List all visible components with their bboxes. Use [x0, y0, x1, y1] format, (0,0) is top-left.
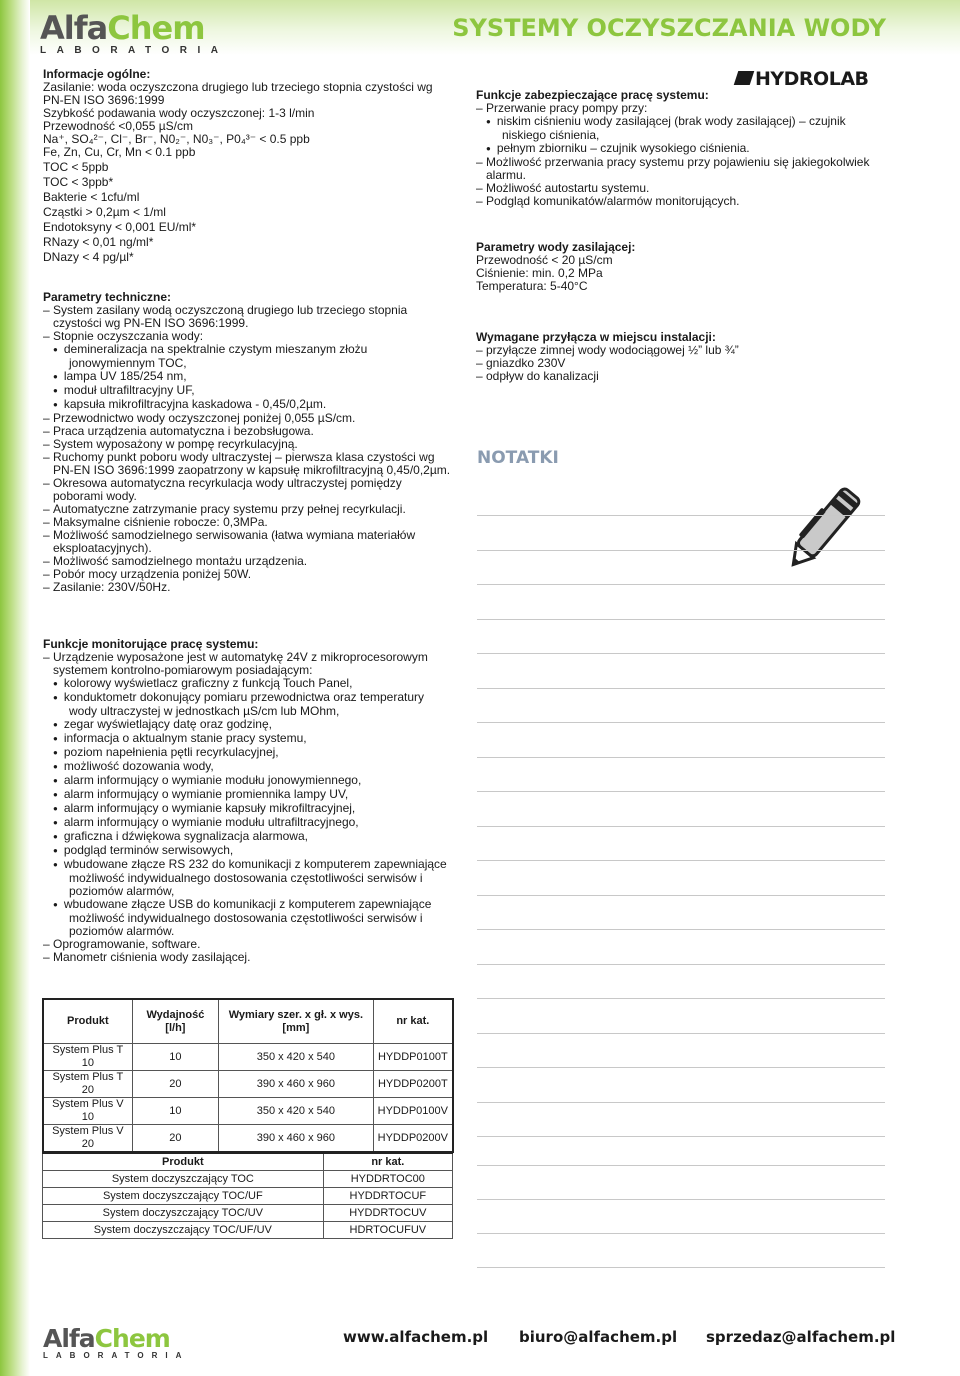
table-cell: HDRTOCUFUV — [323, 1222, 452, 1239]
notes-line — [477, 964, 885, 965]
table-cell: HYDDP0100V — [373, 1098, 453, 1125]
table-row — [43, 1205, 453, 1222]
protection-subitem: niskiego ciśnienia, — [502, 128, 600, 142]
table-row — [43, 1044, 453, 1071]
monitoring-item: – Manometr ciśnienia wody zasilającej. — [43, 950, 251, 964]
monitoring-subitem: możliwość indywidualnego dostosowania częstotliwości serwisów i — [69, 871, 423, 885]
monitoring-section — [43, 638, 447, 964]
table-cell: HYDDP0200V — [373, 1125, 453, 1153]
table-header-row — [43, 999, 453, 1044]
notes-line — [477, 1267, 885, 1268]
table-row — [43, 1098, 453, 1125]
notes-line — [477, 1033, 885, 1034]
monitoring-subitem: ● poziom napełnienia pętli recyrkulacyjnej, — [43, 746, 447, 760]
technical-item: – Okresowa automatyczna recyrkulacja wody ultraczystej pomiędzy — [43, 476, 402, 490]
notes-line — [477, 1136, 885, 1137]
column-header: Produkt — [43, 1153, 324, 1171]
table-cell: System Plus T 10 — [43, 1044, 132, 1071]
table-cell: HYDDRTOCUF — [323, 1188, 452, 1205]
table-cell: HYDDP0200T — [373, 1071, 453, 1098]
technical-item: poborami wody. — [53, 489, 137, 503]
table-cell: System doczyszczający TOC — [43, 1171, 324, 1188]
notes-heading: NOTATKI — [477, 448, 559, 468]
technical-item: – Maksymalne ciśnienie robocze: 0,3MPa. — [43, 515, 268, 529]
general-line: TOC < 3ppb* — [43, 175, 114, 189]
monitoring-subitem: ● konduktometr dokonujący pomiaru przewodnictwa oraz temperatury — [43, 691, 447, 705]
hydrolab-logo: HYDROLAB — [736, 68, 869, 90]
notes-line — [477, 688, 885, 689]
table-cell: 10 — [132, 1044, 218, 1071]
column-header: Produkt — [43, 999, 132, 1044]
technical-item: czystości wg PN-EN ISO 3696:1999. — [53, 316, 249, 330]
general-line: RNazy < 0,01 ng/ml* — [43, 235, 154, 249]
monitoring-subitem: ● podgląd terminów serwisowych, — [43, 844, 447, 858]
general-line: Cząstki > 0,2µm < 1/ml — [43, 205, 166, 219]
table-cell: 10 — [132, 1098, 218, 1125]
notes-line — [477, 550, 885, 551]
connections-item: – gniazdko 230V — [476, 356, 566, 370]
notes-line — [477, 1199, 885, 1200]
footer-email-office[interactable]: biuro@alfachem.pl — [519, 1328, 678, 1346]
column-header: Wymiary szer. x gł. x wys. [mm] — [219, 999, 374, 1044]
page-title: SYSTEMY OCZYSZCZANIA WODY — [452, 14, 886, 42]
feed-water-line: Przewodność < 20 µS/cm — [476, 253, 613, 267]
notes-line — [477, 515, 885, 516]
monitoring-item: systemem kontrolno-pomiarowym posiadającym: — [53, 663, 313, 677]
notes-line — [477, 722, 885, 723]
table-cell: 350 x 420 x 540 — [219, 1098, 374, 1125]
footer-email-sales[interactable]: sprzedaz@alfachem.pl — [706, 1328, 896, 1346]
protection-item: – Podgląd komunikatów/alarmów monitorujących. — [476, 194, 740, 208]
monitoring-subitem: ● alarm informujący o wymianie modułu jonowymiennego, — [43, 774, 447, 788]
table-header-row — [43, 1153, 453, 1171]
table-row — [43, 1171, 453, 1188]
technical-subitem: ● lampa UV 185/254 nm, — [43, 370, 450, 384]
table-cell: 390 x 460 x 960 — [219, 1071, 374, 1098]
alfachem-logo: AlfaChem LABORATORIA — [40, 9, 229, 56]
protection-item: – Możliwość autostartu systemu. — [476, 181, 650, 195]
general-info-heading: Informacje ogólne: — [43, 67, 151, 81]
general-line: Fe, Zn, Cu, Cr, Mn < 0.1 ppb — [43, 145, 196, 159]
notes-line — [477, 653, 885, 654]
notes-line — [477, 791, 885, 792]
technical-item: – Zasilanie: 230V/50Hz. — [43, 580, 171, 594]
monitoring-subitem: wody ultraczystej w jednostkach µS/cm lub MOhm, — [69, 704, 340, 718]
table-row — [43, 1125, 453, 1153]
technical-item: – System wyposażony w pompę recyrkulacyjną. — [43, 437, 298, 451]
table-cell: HYDDRTOCUV — [323, 1205, 452, 1222]
technical-item: PN-EN ISO 3696:1999 zaopatrzony w kapsułę mikrofiltracyjną 0,45/0,2µm. — [53, 463, 451, 477]
connections-item: – przyłącze zimnej wody wodociągowej ½” lub ¾” — [476, 343, 739, 357]
protection-heading: Funkcje zabezpieczające pracę systemu: — [476, 88, 709, 102]
table-row — [43, 1188, 453, 1205]
monitoring-item: – Oprogramowanie, software. — [43, 937, 201, 951]
general-line: Bakterie < 1cfu/ml — [43, 190, 140, 204]
technical-item: – System zasilany wodą oczyszczoną drugiego lub trzeciego stopnia — [43, 303, 408, 317]
connections-item: – odpływ do kanalizacji — [476, 369, 599, 383]
notes-line — [477, 1067, 885, 1068]
table-cell: 390 x 460 x 960 — [219, 1125, 374, 1153]
monitoring-subitem: ● alarm informujący o wymianie promiennika lampy UV, — [43, 788, 447, 802]
general-line: Endotoksyny < 0,001 EU/ml* — [43, 220, 197, 234]
monitoring-subitem: ● alarm informujący o wymianie modułu ultrafiltracyjnego, — [43, 816, 447, 830]
notes-line — [477, 895, 885, 896]
table-cell: 20 — [132, 1125, 218, 1153]
technical-item: – Praca urządzenia automatyczna i bezobsługowa. — [43, 424, 314, 438]
technical-item: – Możliwość samodzielnego montażu urządzenia. — [43, 554, 308, 568]
notes-line — [477, 826, 885, 827]
technical-item: – Możliwość samodzielnego serwisowania (łatwa wymiana materiałów — [43, 528, 416, 542]
table-cell: 20 — [132, 1071, 218, 1098]
technical-item: – Automatyczne zatrzymanie pracy systemu przy pełnej recyrkulacji. — [43, 502, 406, 516]
table-row — [43, 1071, 453, 1098]
pen-icon — [777, 460, 887, 580]
table-cell: System Plus T 20 — [43, 1071, 132, 1098]
monitoring-subitem: ● kolorowy wyświetlacz graficzny z funkcją Touch Panel, — [43, 677, 447, 691]
monitoring-subitem: ● informacja o aktualnym stanie pracy systemu, — [43, 732, 447, 746]
left-accent-bar — [0, 0, 30, 1376]
connections-heading: Wymagane przyłącza w miejscu instalacji: — [476, 330, 716, 344]
monitoring-subitem: ● zegar wyświetlający datę oraz godzinę, — [43, 718, 447, 732]
feed-water-section — [476, 241, 635, 293]
notes-line — [477, 929, 885, 930]
table-row — [43, 1222, 453, 1239]
protection-subitem: ● niskim ciśnieniu wody zasilającej (brak wody zasilającej) – czujnik — [476, 115, 869, 129]
technical-subitem: ● moduł ultrafiltracyjny UF, — [43, 384, 450, 398]
column-header: nr kat. — [373, 999, 453, 1044]
general-line: Zasilanie: woda oczyszczona drugiego lub trzeciego stopnia czystości wg — [43, 80, 433, 94]
table-cell: System doczyszczający TOC/UV — [43, 1205, 324, 1222]
column-header: Wydajność [l/h] — [132, 999, 218, 1044]
feed-water-heading: Parametry wody zasilającej: — [476, 240, 636, 254]
technical-item: – Pobór mocy urządzenia poniżej 50W. — [43, 567, 252, 581]
table-cell: HYDDRTOC00 — [323, 1171, 452, 1188]
notes-line — [477, 1102, 885, 1103]
monitoring-subitem: ● graficzna i dźwiękowa sygnalizacja alarmowa, — [43, 830, 447, 844]
polishing-systems-table — [42, 1152, 453, 1239]
notes-line — [477, 1233, 885, 1234]
table-cell: 350 x 420 x 540 — [219, 1044, 374, 1071]
monitoring-subitem: ● alarm informujący o wymianie kapsuły mikrofiltracyjnej, — [43, 802, 447, 816]
monitoring-heading: Funkcje monitorujące pracę systemu: — [43, 637, 259, 651]
notes-line — [477, 1165, 885, 1166]
technical-item: – Stopnie oczyszczania wody: — [43, 329, 204, 343]
protection-item: alarmu. — [486, 168, 527, 182]
general-line: Przewodność <0,055 µS/cm — [43, 119, 193, 133]
feed-water-line: Temperatura: 5-40°C — [476, 279, 588, 293]
notes-line — [477, 584, 885, 585]
notes-line — [477, 757, 885, 758]
monitoring-subitem: ● wbudowane złącze RS 232 do komunikacji z komputerem zapewniające — [43, 858, 447, 872]
notes-line — [477, 998, 885, 999]
table-cell: HYDDP0100T — [373, 1044, 453, 1071]
products-table — [42, 998, 454, 1153]
monitoring-subitem: ● wbudowane złącze USB do komunikacji z komputerem zapewniające — [43, 898, 447, 912]
table-cell: System Plus V 10 — [43, 1098, 132, 1125]
technical-item: eksploatacyjnych). — [53, 541, 152, 555]
hydrolab-mark-icon — [734, 71, 755, 85]
table-cell: System doczyszczający TOC/UF/UV — [43, 1222, 324, 1239]
general-line: DNazy < 4 pg/µl* — [43, 250, 134, 264]
general-info-section — [43, 68, 433, 264]
protection-subitem: ● pełnym zbiorniku – czujnik wysokiego ciśnienia. — [476, 142, 869, 156]
footer-alfachem-logo: AlfaChem LABORATORIA — [43, 1324, 190, 1360]
general-line: PN-EN ISO 3696:1999 — [43, 93, 165, 107]
monitoring-item: – Urządzenie wyposażone jest w automatykę 24V z mikroprocesorowym — [43, 650, 428, 664]
general-line: Na⁺, SO₄²⁻, Cl⁻, Br⁻, N0₂⁻, N0₃⁻, P0₄³⁻ < 0.5 ppb — [43, 132, 310, 146]
general-line: TOC < 5ppb — [43, 160, 109, 174]
technical-item: – Przewodnictwo wody oczyszczonej poniżej 0,055 µS/cm. — [43, 411, 356, 425]
footer-website-link[interactable]: www.alfachem.pl — [343, 1328, 489, 1346]
notes-line — [477, 619, 885, 620]
technical-subitem: ● kapsuła mikrofiltracyjna kaskadowa - 0,45/0,2µm. — [43, 398, 450, 412]
table-cell: System Plus V 20 — [43, 1125, 132, 1153]
technical-item: – Ruchomy punkt poboru wody ultraczystej – pierwsza klasa czystości wg — [43, 450, 435, 464]
monitoring-subitem: poziomów alarmów. — [69, 924, 175, 938]
general-line: Szybkość podawania wody oczyszczonej: 1-3 l/min — [43, 106, 315, 120]
technical-section — [43, 291, 450, 594]
monitoring-subitem: poziomów alarmów, — [69, 884, 175, 898]
monitoring-subitem: ● możliwość dozowania wody, — [43, 760, 447, 774]
protection-section — [476, 89, 869, 208]
column-header: nr kat. — [323, 1153, 452, 1171]
table-cell: System doczyszczający TOC/UF — [43, 1188, 324, 1205]
feed-water-line: Ciśnienie: min. 0,2 MPa — [476, 266, 603, 280]
technical-subitem: jonowymiennym TOC, — [69, 356, 187, 370]
technical-heading: Parametry techniczne: — [43, 290, 172, 304]
notes-line — [477, 860, 885, 861]
protection-item: – Możliwość przerwania pracy systemu przy pojawieniu się jakiegokolwiek — [476, 155, 870, 169]
protection-item: – Przerwanie pracy pompy przy: — [476, 101, 648, 115]
connections-section — [476, 331, 739, 383]
monitoring-subitem: możliwość indywidualnego dostosowania częstotliwości serwisów i — [69, 911, 423, 925]
technical-subitem: ● demineralizacja na spektralnie czystym mieszanym złożu — [43, 343, 450, 357]
